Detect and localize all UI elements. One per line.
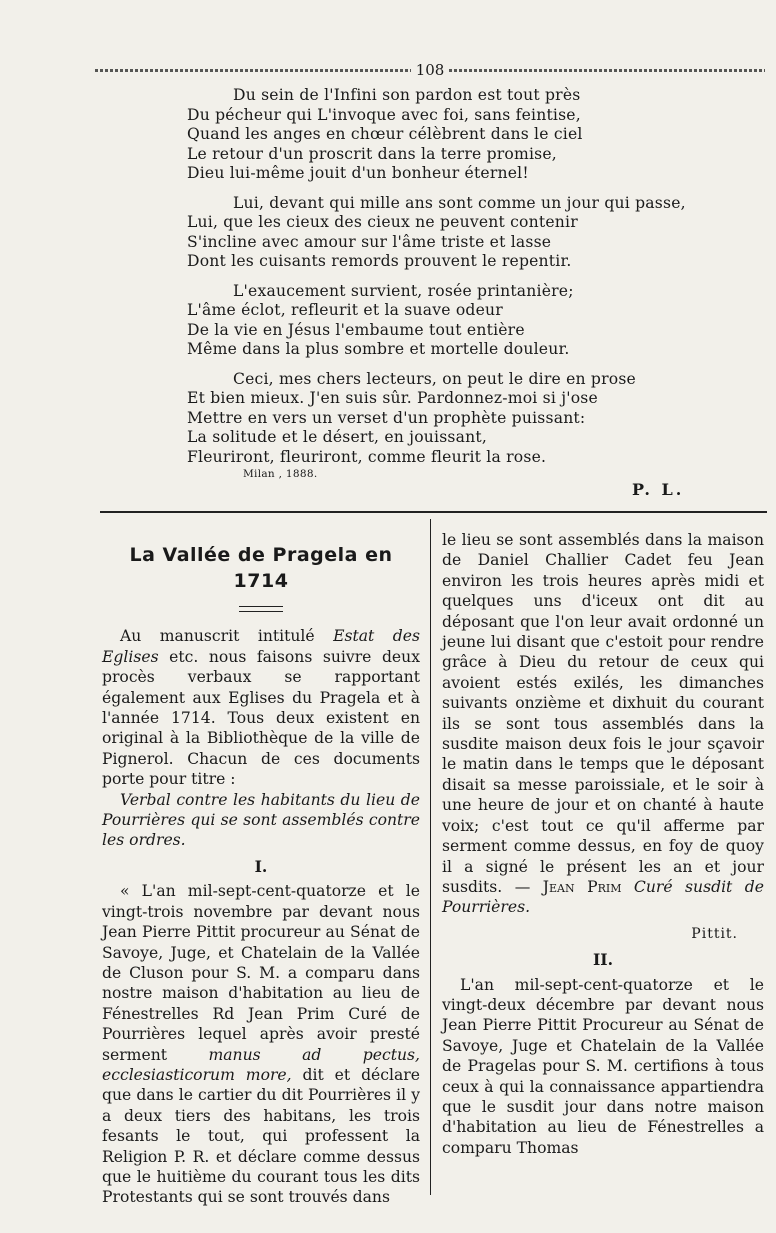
section-divider [100, 511, 767, 513]
verse: L'âme éclot, refleurit et la suave odeur [187, 301, 503, 319]
wavy-rule-right [449, 69, 765, 72]
paragraph-text: « L'an mil-sept-cent-quatorze et le vingt-trois novembre par devant nous Jean Pierre Pittit procureur au Sénat de Savoye, Juge, et Chatelain de la Vallée de Cluson pour S. M. a comparu dans nostre maison d'habitation au lieu de Fénestrelles Rd Jean Prim Curé de Pourrières lequel après avoir presté serment [102, 882, 420, 1064]
verse: Même dans la plus sombre et mortelle douleur. [187, 340, 570, 358]
verse: Quand les anges en chœur célèbrent dans le ciel [187, 125, 583, 143]
poem-place-date: Milan , 1888. [243, 468, 318, 480]
title-ornament [102, 597, 420, 617]
verse: Le retour d'un proscrit dans la terre promise, [187, 144, 557, 163]
poem [187, 86, 686, 475]
section-paragraph-continued [442, 530, 764, 918]
intro-paragraph [102, 626, 420, 789]
signer-name: Jean Prim [542, 877, 622, 896]
poem-signature: P. L. [632, 480, 685, 499]
verse: De la vie en Jésus l'embaume tout entière [187, 320, 525, 339]
verse: Fleuriront, fleuriront, comme fleurit la rose. [187, 447, 547, 466]
verse: Dieu lui-même jouit d'un bonheur éternel! [187, 164, 529, 182]
poem-stanza [187, 282, 667, 360]
section-number: I. [254, 856, 268, 876]
verse: Du sein de l'Infini son pardon est tout près [233, 86, 581, 104]
section-paragraph [102, 881, 420, 1208]
poem-stanza [187, 193, 686, 272]
signatory: Pittit. [691, 925, 738, 942]
wavy-rule-left [95, 69, 411, 72]
verse: Lui, devant qui mille ans sont comme un jour qui passe, [233, 193, 686, 212]
page-number: 108 [415, 61, 445, 79]
verse: Ceci, mes chers lecteurs, on peut le dire en prose [233, 369, 636, 388]
left-column [102, 530, 420, 1208]
verse: Du pécheur qui L'invoque avec foi, sans feintise, [187, 105, 581, 124]
article-title: La Vallée de Pragela en 1714 [129, 544, 393, 592]
right-column [442, 530, 764, 1158]
poem-stanza [187, 370, 667, 468]
document-title: Verbal contre les habitants du lieu de Pourrières qui se sont assemblés contre les ordres. [102, 790, 420, 850]
section-paragraph: L'an mil-sept-cent-quatorze et le vingt-deux décembre par devant nous Jean Pierre Pittit Procureur au Sénat de Savoye, Juge et Chatelain de la Vallée de Pragelas pour S. M. certifions à tous ceux à qui la connaissance appartiendra que le susdit jour dans notre maison d'habitation au lieu de Fénestrelles a comparu Thomas [442, 975, 764, 1157]
verse: S'incline avec amour sur l'âme triste et lasse [187, 232, 552, 251]
signer-role: Curé susdit de Pourrières. [442, 877, 764, 917]
verse: L'exaucement survient, rosée printanière; [233, 281, 574, 300]
verse: Mettre en vers un verset d'un prophète puissant: [187, 408, 586, 427]
verse: Et bien mieux. J'en suis sûr. Pardonnez-moi si j'ose [187, 389, 598, 407]
verse: Lui, que les cieux des cieux ne peuvent contenir [187, 213, 578, 231]
paragraph-text: dit et déclare que dans le cartier du dit Pourrières il y a deux tiers des habitans, les trois fesants le tout, qui professent la Religion P. R. et déclare comme dessus que le huitième du courant tous les dits Protestants qui se sont trouvés dans [102, 1065, 420, 1207]
paragraph-text: le lieu se sont assemblés dans la maison de Daniel Challier Cadet feu Jean environ les trois heures après midi et quelques uns d'iceux ont dit au déposant que l'on leur avait ordonné un jeune lui disant que c'estoit pour rendre grâce à Dieu du retour de ceux qui avoient estés exilés, les dimanches suivants onzième et dixhuit du courant ils se sont tous assemblés dans la susdite maison deux fois le jour sçavoir le matin dans le temps que le déposant disait sa messe paroissiale, et le soir à une heure de jour et on chanté à haute voix; c'est tout ce qu'il afferme par serment comme dessus, en foy de quoy il a signé le présent les an et jour susdits. — [442, 531, 764, 896]
intro-italic: Estat des Eglises [102, 627, 420, 666]
poem-stanza [187, 86, 667, 184]
verse: Dont les cuisants remords prouvent le repentir. [187, 252, 572, 270]
column-divider [430, 519, 431, 1195]
paragraph-italic: manus ad pectus, ecclesiasticorum more, [102, 1045, 420, 1084]
verse: La solitude et le désert, en jouissant, [187, 428, 487, 446]
intro-text: Au manuscrit intitulé [120, 627, 334, 646]
page-header [95, 62, 765, 78]
section-number: II. [592, 950, 614, 970]
intro-text: etc. nous faisons suivre deux procès verbaux se rapportant également aux Eglises du Pragela et à l'année 1714. Tous deux existent en original à la Bibliothèque de la ville de Pignerol. Chacun de ces documents porte pour titre : [102, 647, 420, 789]
